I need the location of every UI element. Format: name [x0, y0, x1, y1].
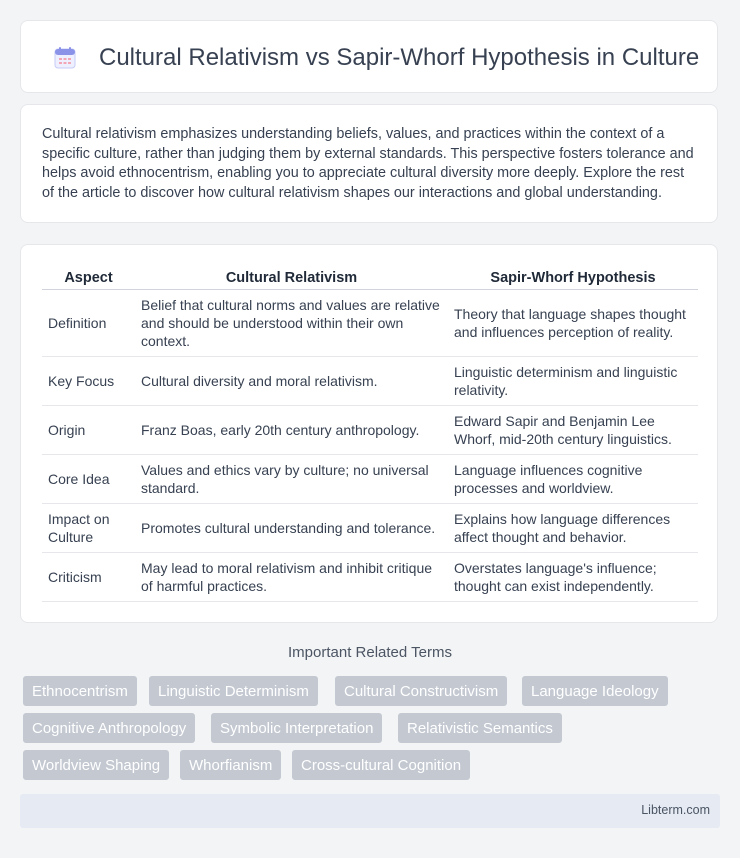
table-header-row: [42, 267, 698, 290]
sapir-whorf-cell: Theory that language shapes thought and influences perception of reality.: [448, 290, 698, 357]
aspect-cell: Key Focus: [42, 357, 135, 406]
relativism-cell: May lead to moral relativism and inhibit critique of harmful practices.: [135, 553, 448, 602]
table-row: [42, 406, 698, 455]
sapir-whorf-cell: Edward Sapir and Benjamin Lee Whorf, mid-20th century linguistics.: [448, 406, 698, 455]
header-sapir-whorf: Sapir-Whorf Hypothesis: [448, 267, 698, 290]
footer: [20, 794, 720, 828]
sapir-whorf-cell: Linguistic determinism and linguistic relativity.: [448, 357, 698, 406]
intro-card: [20, 104, 718, 223]
tag-cross-cultural-cognition[interactable]: Cross-cultural Cognition: [292, 750, 470, 780]
page-title: Cultural Relativism vs Sapir-Whorf Hypothesis in Culture: [99, 44, 700, 71]
tag-ethnocentrism[interactable]: Ethnocentrism: [23, 676, 137, 706]
table-row: [42, 455, 698, 504]
intro-text: Cultural relativism emphasizes understanding beliefs, values, and practices within the context of a specific culture, rather than judging them by external standards. This perspective fosters tolerance and helps avoid ethnocentrism, enabling you to appreciate cultural diversity more deeply. Explore the rest of the article to discover how cultural relativism shapes our interactions and global understanding.: [42, 126, 694, 201]
comparison-table: [42, 267, 698, 602]
sapir-whorf-cell: Explains how language differences affect thought and behavior.: [448, 504, 698, 553]
tag-language-ideology[interactable]: Language Ideology: [522, 676, 668, 706]
table-row: [42, 357, 698, 406]
relativism-cell: Promotes cultural understanding and tolerance.: [135, 504, 448, 553]
aspect-cell: Definition: [42, 290, 135, 357]
aspect-cell: Origin: [42, 406, 135, 455]
tag-relativistic-semantics[interactable]: Relativistic Semantics: [398, 713, 562, 743]
tag-whorfianism[interactable]: Whorfianism: [180, 750, 281, 780]
related-terms-title: Important Related Terms: [288, 644, 452, 661]
aspect-cell: Criticism: [42, 553, 135, 602]
comparison-card: [20, 244, 718, 623]
header-cultural-relativism: Cultural Relativism: [135, 267, 448, 290]
tag-cognitive-anthropology[interactable]: Cognitive Anthropology: [23, 713, 195, 743]
relativism-cell: Cultural diversity and moral relativism.: [135, 357, 448, 406]
sapir-whorf-cell: Language influences cognitive processes and worldview.: [448, 455, 698, 504]
relativism-cell: Belief that cultural norms and values are relative and should be understood within their own context.: [135, 290, 448, 357]
table-row: [42, 553, 698, 602]
tag-symbolic-interpretation[interactable]: Symbolic Interpretation: [211, 713, 382, 743]
header-card: [20, 20, 718, 93]
footer-brand[interactable]: Libterm.com: [641, 803, 710, 817]
tag-cultural-constructivism[interactable]: Cultural Constructivism: [335, 676, 507, 706]
aspect-cell: Impact on Culture: [42, 504, 135, 553]
tag-linguistic-determinism[interactable]: Linguistic Determinism: [149, 676, 318, 706]
sapir-whorf-cell: Overstates language's influence; thought can exist independently.: [448, 553, 698, 602]
table-row: [42, 504, 698, 553]
aspect-cell: Core Idea: [42, 455, 135, 504]
table-row: [42, 290, 698, 357]
calendar-icon: [53, 46, 77, 75]
header-aspect: Aspect: [42, 267, 135, 290]
tag-worldview-shaping[interactable]: Worldview Shaping: [23, 750, 169, 780]
relativism-cell: Values and ethics vary by culture; no universal standard.: [135, 455, 448, 504]
relativism-cell: Franz Boas, early 20th century anthropology.: [135, 406, 448, 455]
